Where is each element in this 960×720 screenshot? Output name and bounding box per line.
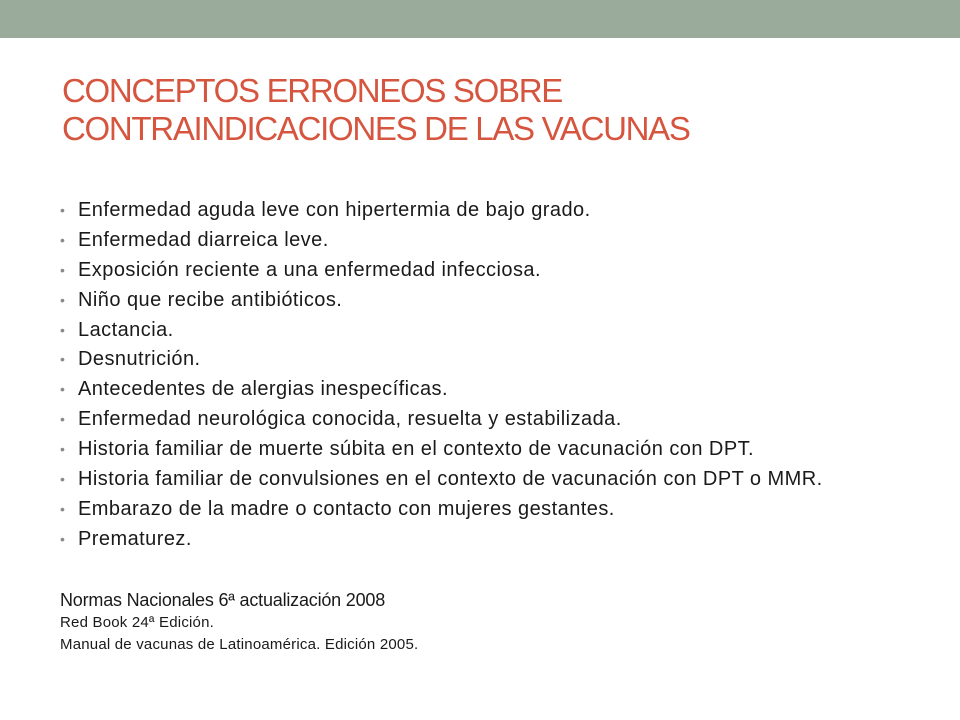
- list-item-text: Desnutrición.: [78, 348, 201, 371]
- list-item: [60, 320, 920, 340]
- slide-title-line-2: CONTRAINDICACIONES DE LAS VACUNAS: [62, 110, 690, 147]
- list-item: [60, 469, 918, 489]
- list-item: [60, 529, 920, 549]
- top-accent-bar: [0, 0, 960, 38]
- list-item: [60, 290, 920, 310]
- list-item-text: Lactancia.: [78, 318, 174, 341]
- bullet-icon: •: [60, 441, 66, 458]
- list-item: [60, 439, 920, 459]
- slide-title-line-1: CONCEPTOS ERRONEOS SOBRE: [62, 72, 562, 109]
- bullet-icon: •: [60, 261, 66, 278]
- bullet-list: [60, 200, 920, 559]
- reference-manual-vacunas: Manual de vacunas de Latinoamérica. Edición 2005.: [60, 636, 419, 653]
- bullet-icon: •: [60, 381, 66, 398]
- list-item-text: Embarazo de la madre o contacto con mujeres gestantes.: [78, 497, 615, 520]
- list-item: [60, 349, 920, 369]
- bullet-icon: •: [60, 411, 66, 428]
- list-item: [60, 230, 920, 250]
- list-item: [60, 409, 920, 429]
- bullet-icon: •: [60, 202, 66, 218]
- list-item-text: Prematurez.: [78, 527, 192, 550]
- bullet-icon: •: [60, 530, 66, 547]
- list-item-text: Enfermedad aguda leve con hipertermia de bajo grado.: [78, 199, 591, 221]
- bullet-icon: •: [60, 291, 66, 308]
- bullet-icon: •: [60, 231, 66, 248]
- bullet-icon: •: [60, 321, 66, 338]
- bullet-icon: •: [60, 471, 66, 488]
- reference-red-book: Red Book 24ª Edición.: [60, 614, 215, 631]
- list-item: [60, 260, 920, 280]
- list-item: [60, 200, 920, 220]
- bullet-icon: •: [60, 500, 66, 517]
- list-item-text: Enfermedad neurológica conocida, resuelta y estabilizada.: [78, 408, 622, 431]
- references: [60, 588, 418, 656]
- list-item-text: Enfermedad diarreica leve.: [78, 228, 329, 251]
- list-item-text: Exposición reciente a una enfermedad infecciosa.: [78, 258, 541, 281]
- bullet-icon: •: [60, 351, 66, 368]
- slide-title: [62, 72, 922, 148]
- list-item: [60, 499, 920, 519]
- list-item: [60, 379, 920, 399]
- list-item-text: Niño que recibe antibióticos.: [78, 288, 343, 311]
- list-item-text: Antecedentes de alergias inespecíficas.: [78, 378, 448, 401]
- reference-normas-nacionales: Normas Nacionales 6ª actualización 2008: [60, 590, 386, 610]
- list-item-text: Historia familiar de muerte súbita en el contexto de vacunación con DPT.: [78, 438, 755, 461]
- list-item-text: Historia familiar de convulsiones en el contexto de vacunación con DPT o MMR.: [78, 468, 823, 491]
